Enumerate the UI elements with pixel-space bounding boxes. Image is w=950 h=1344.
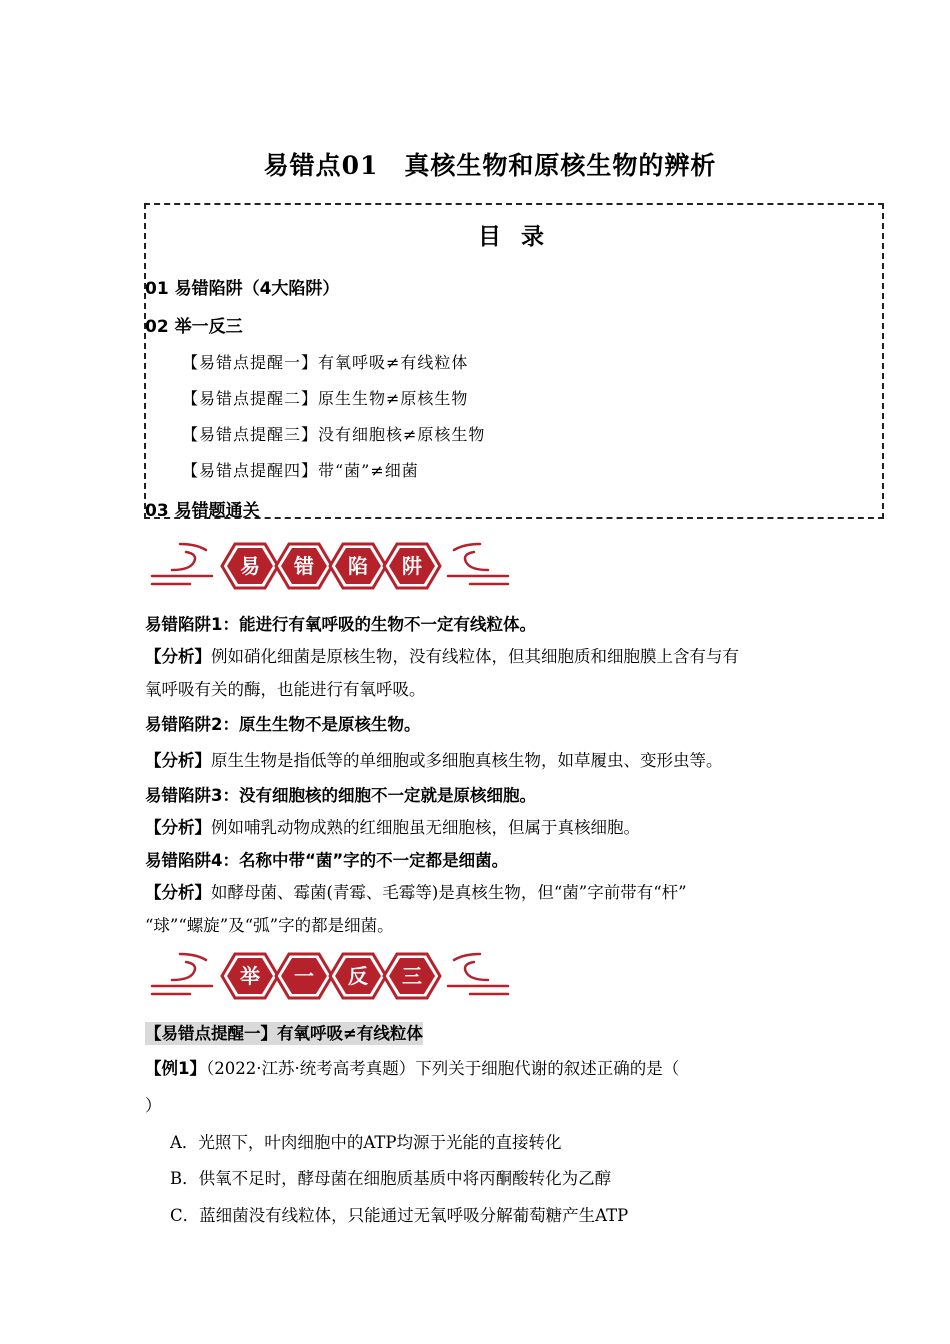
traps-banner bbox=[150, 534, 510, 598]
trap-1-analysis-cont: 氧呼吸有关的酶，也能进行有氧呼吸。 bbox=[145, 680, 426, 699]
banner-char: 反 bbox=[348, 964, 368, 988]
practice-banner bbox=[150, 944, 510, 1008]
banner-char: 三 bbox=[402, 964, 422, 988]
toc-item-3[interactable]: 【易错点提醒三】没有细胞核≠原核生物 bbox=[182, 425, 486, 444]
trap-2-title: 易错陷阱2：原生生物不是原核生物。 bbox=[145, 715, 421, 734]
toc-item-1[interactable]: 【易错点提醒一】有氧呼吸≠有线粒体 bbox=[182, 353, 469, 372]
trap-2-analysis: 【分析】原生生物是指低等的单细胞或多细胞真核生物，如草履虫、变形虫等。 bbox=[145, 751, 723, 770]
example-1-question: 【例1】（2022·江苏·统考高考真题）下列关于细胞代谢的叙述正确的是（ bbox=[145, 1059, 680, 1078]
left-swirl-ornament bbox=[152, 954, 212, 994]
right-swirl-ornament bbox=[448, 954, 508, 994]
banner-char: 错 bbox=[294, 554, 314, 578]
toc-heading: 目 录 bbox=[477, 224, 550, 250]
page-title: 易错点01 真核生物和原核生物的辨析 bbox=[263, 151, 717, 180]
reminder-1-heading: 【易错点提醒一】有氧呼吸≠有线粒体 bbox=[145, 1024, 423, 1043]
banner-char: 一 bbox=[294, 964, 314, 988]
trap-3-analysis: 【分析】例如哺乳动物成熟的红细胞虽无细胞核，但属于真核细胞。 bbox=[145, 818, 640, 837]
trap-4-title: 易错陷阱4：名称中带“菌”字的不一定都是细菌。 bbox=[145, 851, 509, 870]
option-a[interactable]: A．光照下，叶肉细胞中的ATP均源于光能的直接转化 bbox=[170, 1133, 562, 1152]
banner-char: 易 bbox=[240, 554, 260, 578]
trap-1-analysis: 【分析】例如硝化细菌是原核生物，没有线粒体，但其细胞质和细胞膜上含有与有 bbox=[145, 647, 739, 666]
banner-char: 举 bbox=[240, 964, 260, 988]
option-b[interactable]: B．供氧不足时，酵母菌在细胞质基质中将丙酮酸转化为乙醇 bbox=[170, 1169, 612, 1188]
right-swirl-ornament bbox=[448, 544, 508, 584]
left-swirl-ornament bbox=[152, 544, 212, 584]
trap-3-title: 易错陷阱3：没有细胞核的细胞不一定就是原核细胞。 bbox=[145, 786, 536, 805]
banner-char: 阱 bbox=[402, 554, 422, 578]
toc-section-traps[interactable]: 01 易错陷阱（4大陷阱） bbox=[145, 279, 340, 299]
option-c[interactable]: C．蓝细菌没有线粒体，只能通过无氧呼吸分解葡萄糖产生ATP bbox=[170, 1206, 629, 1225]
trap-4-analysis-cont: “球”“螺旋”及“弧”字的都是细菌。 bbox=[145, 916, 394, 935]
trap-4-analysis: 【分析】如酵母菌、霉菌(青霉、毛霉等)是真核生物，但“菌”字前带有“杆” bbox=[145, 883, 687, 902]
toc-section-practice[interactable]: 02 举一反三 bbox=[145, 317, 243, 337]
toc-item-4[interactable]: 【易错点提醒四】带“菌”≠细菌 bbox=[182, 461, 419, 480]
example-1-close: ） bbox=[145, 1096, 162, 1115]
toc-item-2[interactable]: 【易错点提醒二】原生生物≠原核生物 bbox=[182, 389, 469, 408]
banner-char: 陷 bbox=[348, 554, 368, 578]
toc-section-quiz[interactable]: 03 易错题通关 bbox=[145, 501, 260, 521]
trap-1-title: 易错陷阱1：能进行有氧呼吸的生物不一定有线粒体。 bbox=[145, 615, 536, 634]
